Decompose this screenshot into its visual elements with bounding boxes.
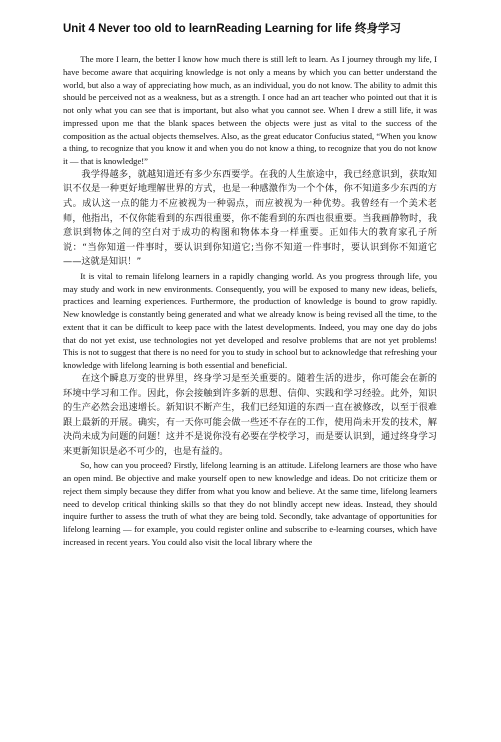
paragraph-english-2: It is vital to remain lifelong learners in a rapidly changing world. As you progress through life, you may study and work in new environments. Consequently, you will be exposed to many new ideas, beliefs, practices and learning experiences. Furthermore, the production of knowledge is bound to grow rapidly. New knowledge is constantly being generated and what we already know is being revised all the time, to the extent that it can be difficult to keep pace with the latest developments. Indeed, you may one day do jobs that do not yet exist, use technologies not yet developed and resolve problems that are not yet problems! This is not to suggest that there is no need for you to study in school but to acknowledge that refreshing your knowledge with lifelong learning is both essential and beneficial. xyxy=(63,270,438,371)
paragraph-english-1: The more I learn, the better I know how much there is still left to learn. As I journey through my life, I have become aware that acquiring knowledge is not only a means by which you can better understand the world, but also a way of appreciating how much, as an individual, you do not know. The ability to admit this should be perceived not as a weakness, but as a strength. I once had an art teacher who pointed out that it is not only what you can see that is important, but also what you cannot see. When I drew a still life, it was impressed upon me that the blank spaces between the objects were just as vital to the success of the composition as the actual objects themselves. Also, as the great educator Confucius stated, “When you know a thing, to recognize that you know it and when you do not know a thing, to recognize that you do not know it — that is knowledge!” xyxy=(63,54,437,166)
paragraph-english-3: So, how can you proceed? Firstly, lifelong learning is an attitude. Lifelong learners are those who have an open mind. Be objective and make yourself open to new knowledge and ideas. Do not criticize them or reject them simply because they differ from what you know and believe. At the same time, lifelong learners need to develop critical thinking skills so that they do not blindly accept new ideas. Instead, they should inquire further to assess the truth of what they are being told. Secondly, take advantage of opportunities for lifelong learning — for example, you could register online and subscribe to e-learning courses, which have increased in recent years. You could also visit the local library where the xyxy=(63,460,437,547)
paragraph-chinese-1: 我学得越多，就越知道还有多少东西要学。在我的人生旅途中，我已经意识到，获取知识不仅是一种更好地理解世界的方式，也是一种感激作为一个个体，你不知道多少东西的方式。成认这一点的能力不应被视为一种弱点，而应被视为一种优势。我曾经有一个美术老师，他指出，不仅你能看到的东西很重要，你不能看到的东西也很重要。当我画静物时，我意识到物体之间的空白对于成功的构图和物体本身一样重要。正如伟大的教育家孔子所说：“当你知道一件事时，要认识到你知道它;当你不知道一件事时，要认识到你不知道它——这就是知识！” xyxy=(63,168,437,268)
document-title: Unit 4 Never too old to learnReading Learning for life 终身学习 xyxy=(63,23,402,35)
document-body xyxy=(63,53,437,549)
paragraph-chinese-2: 在这个瞬息万变的世界里，终身学习是至关重要的。随着生活的进步，你可能会在新的环境中学习和工作。因此，你会接触到许多新的思想、信仰、实践和学习经验。此外，知识的生产必然会迅速增长。新知识不断产生，我们已经知道的东西一直在被修改，以至于很难跟上最新的开展。确实，有一天你可能会做一些还不存在的工作，使用尚未开发的技术，解决尚未成为问题的问题！这并不是说你没有必要在学校学习，而是要认识到，通过终身学习来更新知识是必不可少的，也是有益的。 xyxy=(63,372,437,457)
